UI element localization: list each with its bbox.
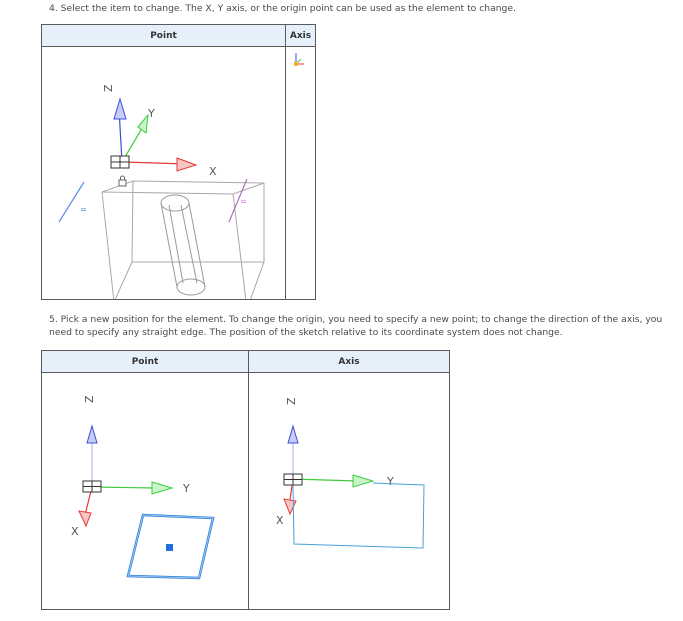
column-header-point: Point (42, 25, 286, 47)
y-axis-arrow (152, 482, 172, 494)
origin-point-icon (111, 156, 129, 168)
axis-mini-icon (286, 47, 316, 77)
y-axis-line (293, 479, 357, 481)
z-axis-arrow (87, 426, 97, 443)
svg-text:=: = (240, 197, 247, 206)
model-with-coordinate-system (42, 47, 286, 299)
step-5-caption: 5. Pick a new position for the element. To change the origin, you need to specify a new point; to change the direction of the axis, you need to specify any straight edge. The position of the sketch relative to its coordinate system does not change. (49, 314, 663, 338)
sketch-rectangle[interactable] (293, 483, 424, 548)
axis-result-illustration (249, 373, 450, 609)
origin-point-icon (83, 481, 101, 492)
point-illustration-cell (42, 47, 286, 300)
x-axis-label: X (71, 525, 79, 538)
y-axis-label: Y (183, 482, 190, 495)
z-axis-arrow (114, 99, 126, 119)
figure-table-reposition (41, 350, 450, 610)
axis-illustration-cell (286, 47, 316, 300)
column-header-point: Point (42, 351, 249, 373)
axis-result-cell (249, 373, 450, 610)
lock-icon (119, 176, 126, 186)
y-axis-label: Y (387, 475, 394, 488)
coordinate-system[interactable] (102, 84, 217, 186)
z-axis-arrow (288, 426, 298, 443)
y-axis-arrow (138, 115, 148, 133)
x-axis-arrow (177, 158, 196, 171)
z-axis-label: Z (102, 84, 115, 92)
step-4-caption: 4. Select the item to change. The X, Y axis, or the origin point can be used as the element to change. (49, 3, 516, 14)
figure-table-select (41, 24, 316, 300)
column-header-axis: Axis (286, 25, 316, 47)
edge-left-blue[interactable] (59, 182, 87, 222)
y-axis-label: Y (148, 107, 155, 120)
x-axis-label: X (209, 165, 217, 178)
x-axis-arrow (284, 499, 296, 514)
z-axis-label: Z (285, 397, 298, 405)
y-axis-arrow (353, 475, 373, 487)
x-axis-label: X (276, 514, 284, 527)
svg-text:=: = (80, 205, 87, 214)
x-axis-arrow (79, 511, 91, 526)
cylinder-hole (161, 195, 205, 295)
column-header-axis: Axis (249, 351, 450, 373)
z-axis-label: Z (83, 395, 96, 403)
point-result-cell (42, 373, 249, 610)
selected-sketch-rectangle[interactable] (128, 515, 213, 578)
edge-right-purple[interactable] (229, 179, 247, 222)
new-origin-point (166, 544, 173, 551)
point-result-illustration (42, 373, 249, 609)
origin-point-icon (284, 474, 302, 485)
